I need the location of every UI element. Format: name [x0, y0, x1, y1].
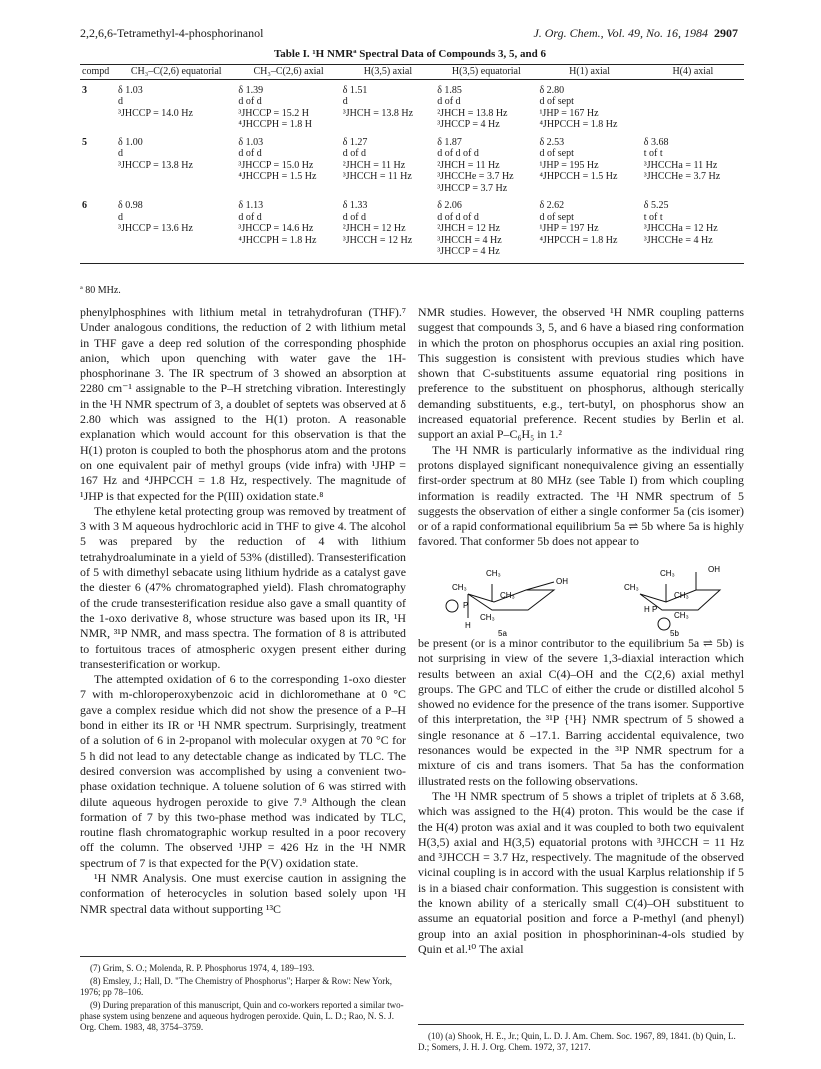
col-header-compd: compd	[80, 65, 116, 79]
atom-label: CH₃	[500, 591, 515, 600]
structure-label: 5a	[498, 629, 507, 638]
table-cell: δ 1.03 d of d ³JHCCP = 15.0 Hz ⁴JHCCPH = 1.5 Hz	[238, 136, 317, 182]
structure-figure	[430, 562, 740, 642]
paragraph: The ¹H NMR is particularly informative as the individual ring protons displayed significant nonequivalence giving an essentially first-order spectrum at 80 MHz (see Table I) from which coupling information is readily extracted. The ¹H NMR spectrum of 5 suggests the observation of either a single conformer 5a (cis isomer) or of a rapid conformational equilibrium 5a ⇌ 5b where 5a is highly favored. That conformer 5b does not appear to	[418, 442, 744, 549]
atom-label: CH₃	[480, 613, 495, 622]
col-header-h1-axial: H(1) axial	[537, 65, 641, 79]
atom-label: P	[463, 601, 469, 610]
nmr-table	[80, 64, 744, 264]
table-cell: δ 1.87 d of d of d ²JHCH = 11 Hz ³JHCCHe = 3.7 Hz ³JHCCP = 3.7 Hz	[437, 136, 514, 194]
table-cell: 5	[82, 136, 87, 148]
atom-label: CH₃	[452, 583, 467, 592]
table-cell: δ 1.13 d of d ³JHCCP = 14.6 Hz ⁴JHCCPH = 1.8 Hz	[236, 195, 340, 263]
page-number: 2907	[714, 26, 738, 40]
col-header-h35-equatorial: H(3,5) equatorial	[435, 65, 537, 79]
table-cell: δ 1.00 d ³JHCCP = 13.8 Hz	[118, 136, 193, 171]
atom-label: CH₃	[674, 591, 689, 600]
atom-label: CH₃	[624, 583, 639, 592]
atom-label: H	[644, 605, 650, 614]
conformer-structures	[430, 562, 740, 642]
table-cell: δ 2.62 d of sept ¹JHP = 197 Hz ⁴JHPCCH = 1.8 Hz	[537, 195, 641, 263]
table-cell: δ 2.53 d of sept ¹JHP = 195 Hz ⁴JHPCCH = 1.5 Hz	[539, 136, 618, 182]
table-cell: δ 5.25 t of t ³JHCCHa = 12 Hz ³JHCCHe = 4 Hz	[642, 195, 744, 263]
atom-label: P	[652, 605, 658, 614]
paragraph: The ethylene ketal protecting group was removed by treatment of 3 with 3 M aqueous hydrochloric acid in THF to give 4. The alcohol 5 was prepared by the reduction of 4 with lithium tetrahydroaluminate in a yield of 53% (distilled). Transesterification of 5 with dimethyl sebacate using lithium hydride as a catalyst gave the diester 6 (47% chromatographed yield). Flash chromatography of the crude transesterification residue also gave a small quantity of the 1-oxo derivative 8, whose structure was based upon its IR, ¹H NMR, ³¹P NMR, and mass spectra. The formation of 8 is attributed to fortuitous traces of atmospheric oxygen present either during transesterification or workup.	[80, 503, 406, 671]
table-cell: 6	[80, 195, 116, 263]
atom-label: OH	[556, 577, 568, 586]
table-cell	[642, 79, 744, 132]
table-title: Table I. ¹H NMRª Spectral Data of Compounds 3, 5, and 6	[273, 48, 547, 60]
references-right	[418, 1024, 744, 1055]
atom-label: CH₃	[486, 569, 501, 578]
table-cell: δ 2.80 d of sept ¹JHP = 167 Hz ⁴JHPCCH = 1.8 Hz	[539, 84, 618, 130]
table-cell: δ 1.39 d of d ³JHCCP = 15.2 H ⁴JHCCPH = 1.8 H	[238, 84, 312, 130]
table-row	[80, 79, 744, 132]
running-header-title: 2,2,6,6-Tetramethyl-4-phosphorinanol	[80, 26, 264, 40]
reference: (9) During preparation of this manuscript, Quin and co-workers reported a similar two-phase system using benzene and aqueous hydrogen peroxide. Quin, L. D.; Rao, N. S. J. Org. Chem. 1983, 48, 3754–3759.	[80, 1000, 404, 1032]
col-header-h4-axial: H(4) axial	[642, 65, 744, 79]
table-row	[80, 195, 744, 263]
reference: (7) Grim, S. O.; Molenda, R. P. Phosphorus 1974, 4, 189–193.	[90, 963, 315, 973]
left-column	[80, 305, 406, 917]
atom-label: CH₃	[660, 569, 675, 578]
right-column-top	[418, 305, 744, 550]
col-header-h35-axial: H(3,5) axial	[341, 65, 435, 79]
table-cell: δ 1.85 d of d ²JHCH = 13.8 Hz ³JHCCP = 4 Hz	[437, 84, 508, 130]
paragraph: ¹H NMR Analysis. One must exercise caution in assigning the conformation of heterocycles in solution based solely upon ¹H NMR spectral data without supporting ¹³C	[80, 870, 406, 916]
table-cell: δ 1.27 d of d ²JHCH = 11 Hz ³JHCCH = 11 Hz	[342, 136, 412, 182]
structure-label: 5b	[670, 629, 679, 638]
table-cell: δ 1.03 d ³JHCCP = 14.0 Hz	[118, 84, 193, 119]
references-left	[80, 956, 406, 1035]
table-footnote: ª 80 MHz.	[80, 285, 121, 296]
col-header-eq-methyl: CH₃–C(2,6) equatorial	[116, 65, 236, 79]
paragraph: The attempted oxidation of 6 to the corresponding 1-oxo diester 7 with m-chloroperoxybenzoic acid in dichloromethane at 0 °C gave a complex residue which did not show the presence of a P–H bond in either its IR or ¹H NMR spectrum. Surprisingly, treatment of a solution of 6 in 2-propanol with molecular oxygen at 70 °C for 5 h did not lead to any detectable change as indicated by TLC. The desired conversion was accomplished by using a convenient two-phase oxidation technique. A toluene solution of 6 was stirred with dilute aqueous hydrogen peroxide to give 7.⁹ Although the clean formation of 7 by this two-phase method was indicated by TLC, routine flash chromatographic workup resulted in a poor recovery off the column. The observed ¹JHP = 426 Hz in the ¹H NMR spectrum of 7 is that expected for the P(V) oxidation state.	[80, 672, 406, 870]
right-column-bottom	[418, 636, 744, 957]
paragraph: NMR studies. However, the observed ¹H NMR coupling patterns suggest that compounds 3, 5, and 6 have a biased ring conformation in which the proton on phosphorus occupies an axial ring position. This suggestion is consistent with previous studies which have shown that C-substituents assume equatorial ring positions in preference to the substituent on phosphorus, although sterically demanding substituents, e.g., tert-butyl, on phosphorus show an increased equatorial preference. Recent studies by Berlin et al. support an axial P–C₆H₅ in 1.²	[418, 305, 744, 442]
reference: (10) (a) Shook, H. E., Jr.; Quin, L. D. J. Am. Chem. Soc. 1967, 89, 1841. (b) Quin, L. D.; Somers, J. H. J. Org. Chem. 1972, 37, 1217.	[418, 1031, 736, 1052]
table-cell: δ 3.68 t of t ³JHCCHa = 11 Hz ³JHCCHe = 3.7 Hz	[643, 136, 721, 182]
paragraph: The ¹H NMR spectrum of 5 shows a triplet of triplets at δ 3.68, which was assigned to the H(4) proton. This would be the case if the H(4) proton was axial and it was coupled to both two equivalent H(3,5) axial and H(3,5) equatorial protons with ³JHCCH = 11 Hz and ³JHCCH = 3.7 Hz, respectively. The magnitude of the observed vicinal coupling is in accord with the usual Karplus relationship if 5 is in a biased chair conformation. This suggestion is consistent with the known ability of a sterically small C(4)–OH substituent to assume an equatorial position and force a P-methyl (and phenyl) group into an axial position in phosphorininan-4-ols studied by Quin et al.¹⁰ The axial	[418, 788, 744, 956]
table-cell: 3	[82, 84, 87, 96]
running-header-journal: J. Org. Chem., Vol. 49, No. 16, 1984 2907	[533, 26, 738, 40]
col-header-ax-methyl: CH₃–C(2,6) axial	[236, 65, 340, 79]
table-cell: δ 1.51 d ³JHCH = 13.8 Hz	[342, 84, 414, 119]
atom-label: OH	[708, 565, 720, 574]
reference: (8) Emsley, J.; Hall, D. "The Chemistry of Phosphorus"; Harper & Row: New York, 1976; pp 78–106.	[80, 976, 392, 997]
table-cell: δ 0.98 d ³JHCCP = 13.6 Hz	[116, 195, 236, 263]
table-cell: δ 2.06 d of d of d ²JHCH = 12 Hz ³JHCCH = 4 Hz ³JHCCP = 4 Hz	[435, 195, 537, 263]
table-cell: δ 1.33 d of d ²JHCH = 12 Hz ³JHCCH = 12 Hz	[341, 195, 435, 263]
paragraph: phenylphosphines with lithium metal in tetrahydrofuran (THF).⁷ Under analogous conditions, the reduction of 2 with lithium metal in THF gave a deep red solution of the corresponding phosphide anion, which upon quenching with water gave the 1H-phosphorinane 3. The IR spectrum of 3 showed an absorption at 2280 cm⁻¹ assignable to the P–H stretching vibration. Interestingly in the ¹H NMR spectrum of 3, a doublet of septets was observed at δ 2.80 which was assigned to the H(1) proton. A reasonable explanation which would account for this observation is that the H(1) proton is coupled to both the phosphorus atom and the protons on one equivalent pair of methyl groups (vide infra) with ¹JHP = 167 Hz and ⁴JHPCCH = 1.8 Hz, respectively. The magnitude of ¹JHP is that expected for the P(III) oxidation state.⁸	[80, 305, 406, 503]
atom-label: CH₃	[674, 611, 689, 620]
paragraph: be present (or is a minor contributor to the equilibrium 5a ⇌ 5b) is not surprising in view of the severe 1,3-diaxial interaction which results between an axial C(4)–OH and the C(2,6) axial methyl groups. The GPC and TLC of either the crude or distilled alcohol 5 showed no evidence for the presence of the trans isomer. Supportive of this interpretation, the ³¹P {¹H} NMR spectrum of 5 showed a single resonance at δ –17.1. Barring accidental equivalence, two resonances would be expected in the ³¹P NMR spectrum for a mixture of cis and trans isomers. That 5a has the conformation illustrated rests on the following observations.	[418, 636, 744, 788]
atom-label: H	[465, 621, 471, 630]
table-row	[80, 132, 744, 196]
